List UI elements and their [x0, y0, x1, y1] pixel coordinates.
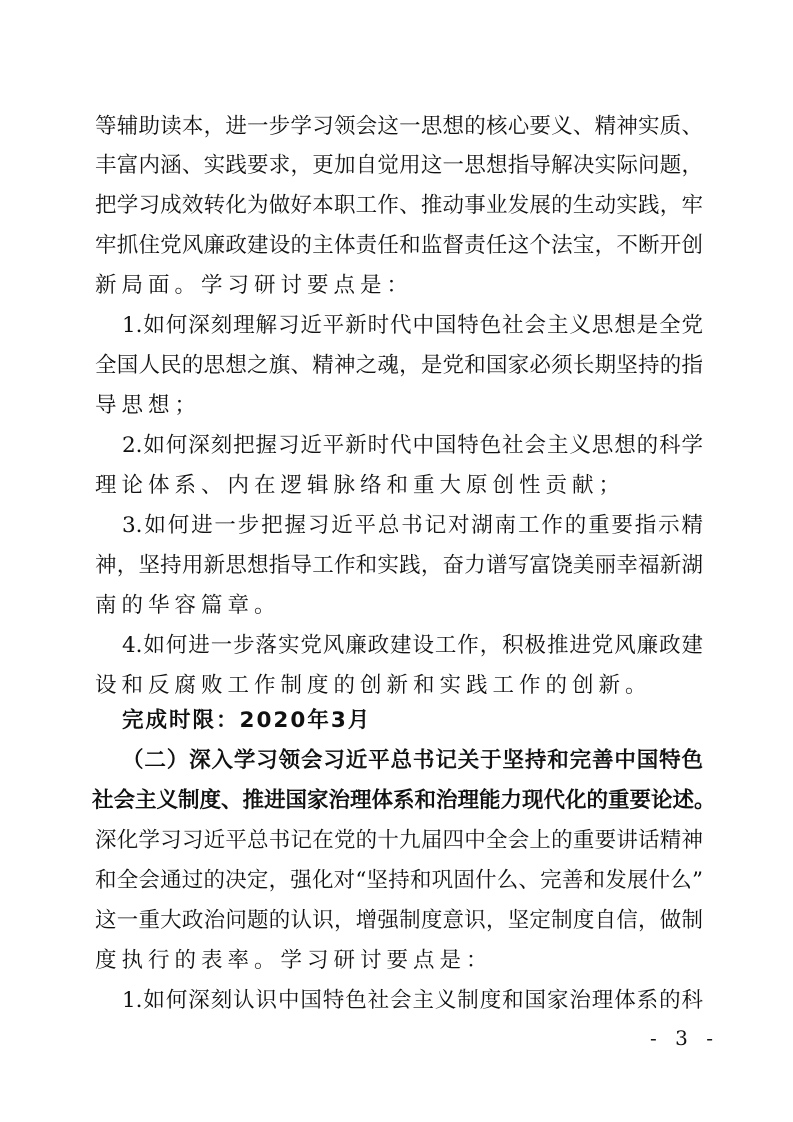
body-text-line: 全国人民的思想之旗、精神之魂，是党和国家必须长期坚持的指 — [95, 353, 703, 378]
body-text-line: 和全会通过的决定，强化对“坚持和巩固什么、完善和发展什么” — [95, 868, 703, 893]
body-text-line: 设和反腐败工作制度的创新和实践工作的创新。 — [95, 673, 652, 698]
body-text-line: 等辅助读本，进一步学习领会这一思想的核心要义、精神实质、 — [95, 114, 703, 139]
list-item-line: 4.如何进一步落实党风廉政建设工作，积极推进党风廉政建 — [122, 633, 703, 658]
body-text-line: 理论体系、内在逻辑脉络和重大原创性贡献； — [95, 473, 626, 498]
list-item-line: 1.如何深刻认识中国特色社会主义制度和国家治理体系的科 — [122, 988, 703, 1013]
list-item-line: 2.如何深刻把握习近平新时代中国特色社会主义思想的科学 — [122, 433, 703, 458]
body-text-line: 把学习成效转化为做好本职工作、推动事业发展的生动实践，牢 — [95, 193, 703, 218]
body-text-line: 丰富内涵、实践要求，更加自觉用这一思想指导解决实际问题， — [95, 153, 703, 178]
body-text-line: 南的华容篇章。 — [95, 593, 281, 618]
section-heading-line: 社会主义制度、推进国家治理体系和治理能力现代化的重要论述。 — [92, 788, 716, 813]
deadline-text: 完成时限：2020年3月 — [122, 708, 372, 733]
body-text-line: 度执行的表率。学习研讨要点是： — [95, 948, 493, 973]
body-text-line: 神，坚持用新思想指导工作和实践，奋力谱写富饶美丽幸福新湖 — [95, 553, 703, 578]
section-heading-line: （二）深入学习领会习近平总书记关于坚持和完善中国特色 — [122, 748, 703, 773]
body-text-line: 牢抓住党风廉政建设的主体责任和监督责任这个法宝，不断开创 — [95, 233, 703, 258]
body-text-line: 导思想； — [95, 393, 202, 418]
list-item-line: 3.如何进一步把握习近平总书记对湖南工作的重要指示精 — [122, 513, 703, 538]
page-number: - 3 - — [650, 1026, 719, 1050]
body-text-line: 这一重大政治问题的认识，增强制度意识，坚定制度自信，做制 — [95, 908, 703, 933]
list-item-line: 1.如何深刻理解习近平新时代中国特色社会主义思想是全党 — [122, 313, 703, 338]
body-text-line: 新局面。学习研讨要点是： — [95, 273, 414, 298]
body-text-line: 深化学习习近平总书记在党的十九届四中全会上的重要讲话精神 — [95, 828, 703, 853]
